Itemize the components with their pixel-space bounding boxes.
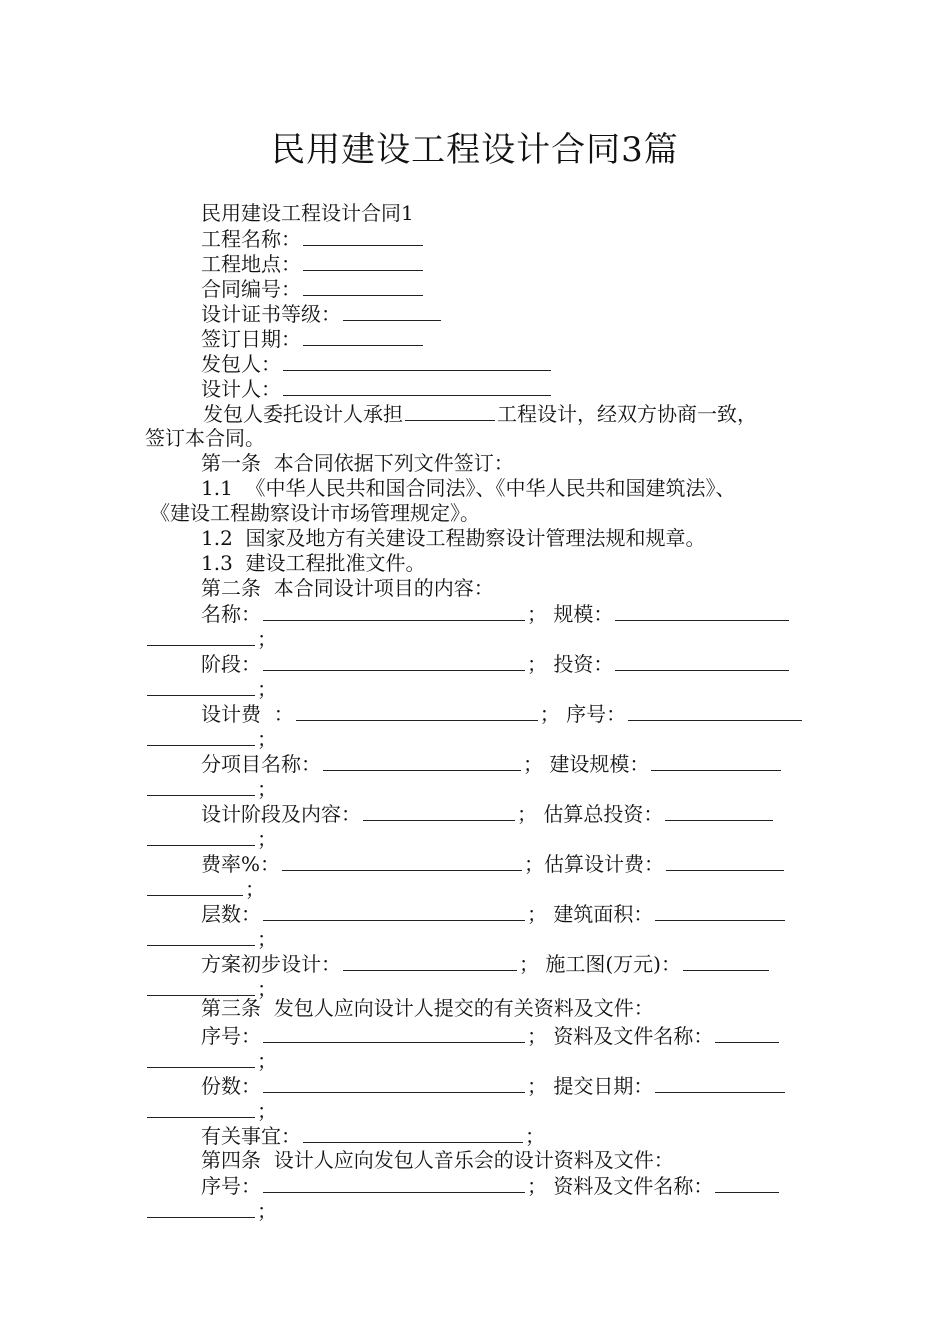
row-label: 资料及文件名称： (553, 1024, 714, 1048)
row-label: 方案初步设计： (201, 952, 341, 976)
article-2-heading: 第二条 本合同设计项目的内容： (201, 576, 494, 600)
row-blank[interactable] (715, 1022, 779, 1043)
row-blank[interactable] (615, 650, 789, 671)
project-location-blank[interactable] (303, 250, 423, 271)
intro-line-2: 签订本合同。 (145, 426, 265, 450)
row-blank[interactable] (147, 625, 255, 646)
field-label: 工程地点： (201, 252, 301, 276)
form-row-cont (145, 775, 277, 802)
contract-subtitle: 民用建设工程设计合同1 (201, 201, 414, 225)
row-blank[interactable] (147, 1197, 255, 1218)
form-row (201, 1022, 781, 1049)
row-punct: ； (517, 802, 537, 826)
row-label: 建设规模： (549, 752, 650, 776)
row-blank[interactable] (263, 1072, 525, 1093)
row-blank[interactable] (343, 950, 517, 971)
row-label: 阶段： (201, 652, 261, 676)
field-label: 发包人： (201, 352, 281, 376)
row-blank[interactable] (263, 600, 525, 621)
form-row-cont (145, 1047, 277, 1074)
row-label: 层数： (201, 902, 261, 926)
row-punct: ； (257, 1099, 277, 1123)
field-contract-no (201, 275, 425, 302)
row-label: 投资： (553, 652, 614, 676)
row-blank[interactable] (147, 1047, 255, 1068)
row-label: 提交日期： (553, 1074, 654, 1098)
row-label: 规模： (553, 602, 614, 626)
row-blank[interactable] (147, 1097, 255, 1118)
row-label: 资料及文件名称： (553, 1174, 714, 1198)
row-punct: ； (524, 852, 545, 876)
article-1-heading: 第一条 本合同依据下列文件签订： (201, 451, 514, 475)
field-cert-level (201, 300, 443, 327)
row-blank[interactable] (303, 1122, 523, 1143)
row-label: 设计阶段及内容： (201, 802, 361, 826)
article-4-heading: 第四条 设计人应向发包人音乐会的设计资料及文件： (201, 1148, 674, 1172)
row-blank[interactable] (715, 1172, 779, 1193)
row-label: 有关事宜： (201, 1124, 301, 1148)
row-blank[interactable] (263, 900, 525, 921)
row-blank[interactable] (323, 750, 521, 771)
row-label: 估算总投资： (543, 802, 664, 826)
row-label: 建筑面积： (553, 902, 654, 926)
field-sign-date (201, 325, 425, 352)
form-row (201, 750, 783, 777)
cert-level-blank[interactable] (343, 300, 441, 321)
field-label: 工程名称： (201, 227, 301, 251)
form-row (201, 950, 771, 977)
row-blank[interactable] (263, 1022, 525, 1043)
row-blank[interactable] (665, 800, 773, 821)
form-row-cont (145, 925, 277, 952)
row-punct: ； (539, 702, 560, 726)
row-blank[interactable] (147, 825, 255, 846)
row-label: 估算设计费： (544, 852, 665, 876)
form-row (201, 850, 786, 877)
row-blank[interactable] (263, 1172, 525, 1193)
article-1-item: 1.2 国家及地方有关建设工程勘察设计管理法规和规章。 (201, 526, 706, 550)
row-blank[interactable] (147, 725, 255, 746)
row-punct: ； (527, 1174, 547, 1198)
row-blank[interactable] (651, 750, 781, 771)
row-label: 费率%： (201, 852, 281, 876)
row-label: 分项目名称： (201, 752, 321, 776)
form-row-cont (145, 675, 277, 702)
employer-blank[interactable] (283, 350, 551, 371)
row-punct: ； (257, 1199, 277, 1223)
row-blank[interactable] (147, 675, 255, 696)
intro-text: 工程设计，经双方协商一致， (497, 402, 757, 426)
article-3-heading: 第三条 发包人应向设计人提交的有关资料及文件： (201, 996, 654, 1020)
row-blank[interactable] (615, 600, 789, 621)
row-punct: ； (257, 827, 277, 851)
row-punct: ； (525, 1124, 545, 1148)
row-blank[interactable] (147, 925, 255, 946)
row-blank[interactable] (655, 1072, 785, 1093)
field-project-location (201, 250, 425, 277)
field-label: 设计证书等级： (201, 302, 341, 326)
field-project-name (201, 225, 425, 252)
form-row-cont (145, 1097, 277, 1124)
project-name-blank[interactable] (303, 225, 423, 246)
row-blank[interactable] (147, 975, 255, 996)
project-blank[interactable] (405, 400, 495, 421)
designer-blank[interactable] (283, 375, 551, 396)
row-punct: ； (527, 602, 547, 626)
field-label: 设计人： (201, 377, 281, 401)
field-label: 合同编号： (201, 277, 301, 301)
form-row-cont (145, 875, 265, 902)
field-designer (201, 375, 553, 402)
row-punct: ； (527, 902, 547, 926)
sign-date-blank[interactable] (303, 325, 423, 346)
form-row (201, 650, 791, 677)
form-row (201, 1172, 781, 1199)
row-label: 施工图(万元)： (545, 952, 681, 976)
row-punct: ； (257, 927, 277, 951)
form-row (201, 1122, 545, 1149)
contract-no-blank[interactable] (303, 275, 423, 296)
row-label: 序号： (566, 702, 627, 726)
form-row-cont (145, 1197, 277, 1224)
row-punct: ； (519, 952, 539, 976)
intro-line (203, 400, 757, 427)
row-punct: ； (257, 627, 277, 651)
row-punct: ； (527, 1024, 547, 1048)
row-label: 份数： (201, 1074, 261, 1098)
form-row (201, 700, 804, 727)
row-blank[interactable] (683, 950, 769, 971)
row-blank[interactable] (628, 700, 802, 721)
row-blank[interactable] (147, 775, 255, 796)
field-employer (201, 350, 553, 377)
form-row-cont (145, 625, 277, 652)
form-row (201, 600, 791, 627)
row-punct: ； (523, 752, 543, 776)
row-punct: ； (257, 727, 277, 751)
row-label: 名称： (201, 602, 261, 626)
row-punct: ； (257, 977, 277, 1001)
row-punct: ； (527, 1074, 547, 1098)
row-punct: ； (527, 652, 547, 676)
row-blank[interactable] (263, 650, 525, 671)
row-punct: ； (257, 777, 277, 801)
row-label: 序号： (201, 1174, 261, 1198)
row-blank[interactable] (666, 850, 784, 871)
row-blank[interactable] (655, 900, 785, 921)
row-label: 设计费 ： (201, 702, 294, 726)
row-punct: ； (245, 877, 265, 901)
field-label: 签订日期： (201, 327, 301, 351)
row-blank[interactable] (147, 875, 243, 896)
article-1-item: 1.3 建设工程批准文件。 (201, 551, 426, 575)
row-punct: ； (257, 1049, 277, 1073)
row-label: 序号： (201, 1024, 261, 1048)
form-row-cont (145, 725, 277, 752)
row-blank[interactable] (282, 850, 522, 871)
intro-text: 发包人委托设计人承担 (203, 402, 403, 426)
form-row (201, 900, 787, 927)
article-1-item: 1.1 《中华人民共和国合同法》、《中华人民共和国建筑法》、 (201, 476, 736, 500)
row-punct: ； (257, 677, 277, 701)
row-blank[interactable] (296, 700, 538, 721)
row-blank[interactable] (363, 800, 515, 821)
form-row-cont (145, 825, 277, 852)
document-title: 民用建设工程设计合同3篇 (271, 130, 679, 170)
form-row (201, 800, 775, 827)
article-1-item: 《建设工程勘察设计市场管理规定》。 (150, 501, 480, 525)
form-row (201, 1072, 787, 1099)
